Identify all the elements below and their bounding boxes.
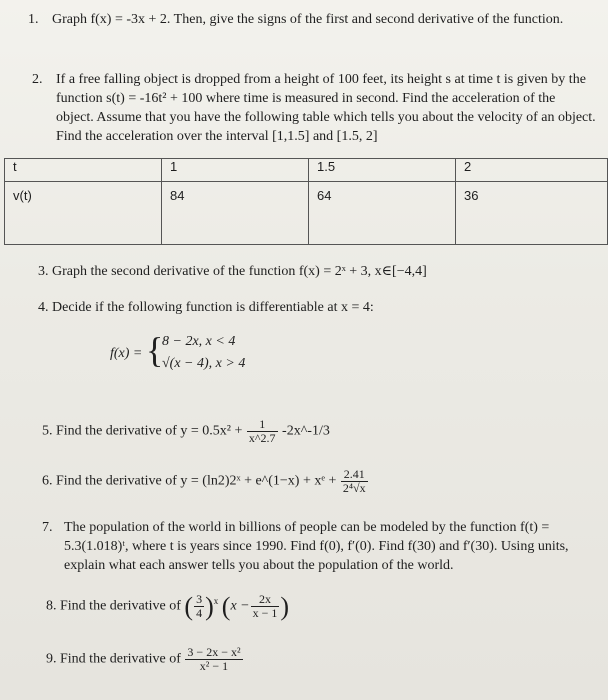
question-text: Decide if the following function is differentiable at x = 4: [52,300,374,315]
table-cell: 1.5 [309,159,456,182]
fraction-numerator: 1 [247,418,278,432]
fraction-numerator: 3 [196,591,203,606]
question-7 [42,518,602,573]
table-header-t: t [5,159,162,182]
question-text: If a free falling object is dropped from a height of 100 feet, its height s at time t is given by the function s(t) = -16t² + 100 where time is measured in second. Find the acceleration of the object. Assume that you have the following table which tells you about the velocity of an object. Find the acceleration over the interval [1,1.5] and [1.5, 2] [56,72,596,144]
table-cell: 1 [162,159,309,182]
right-paren: ) [280,591,290,621]
question-number: 2. [32,72,43,87]
question-text: Find the derivative of y = 0.5x² + [56,423,243,439]
question-number: 4. [38,300,49,315]
table-cell: 64 [309,182,456,245]
left-paren: ( [184,591,194,621]
table-cell: 84 [162,182,309,245]
question-text: Find the derivative of [60,598,181,614]
fraction [194,593,204,620]
fraction-denominator: x² − 1 [199,659,229,673]
question-5 [42,418,582,445]
fraction [247,418,278,445]
fraction [341,468,368,495]
question-6 [42,468,582,495]
brace-symbol: { [146,330,164,370]
question-text: Find the derivative of y = (ln2)2ˣ + e^(1−x) + xᵉ + [56,473,337,489]
question-text-tail: -2x^-1/3 [282,423,330,439]
inner-expression: x − [230,598,250,614]
question-number: 6. [42,473,53,489]
left-paren: ( [221,591,231,621]
question-number: 5. [42,423,53,439]
right-paren: ) [205,591,214,621]
question-2 [32,70,596,144]
question-number: 1. [28,12,39,27]
table-cell: 36 [456,182,608,245]
question-3 [38,262,578,281]
question-number: 7. [42,520,53,535]
fraction [185,646,242,673]
table-header-vt: v(t) [5,182,162,245]
question-number: 3. [38,264,49,279]
case-1: 8 − 2x, x < 4 [162,334,236,349]
case-2: √(x − 4), x > 4 [162,356,246,371]
fraction-denominator: x − 1 [252,605,278,620]
fraction-denominator: x^2.7 [248,431,276,445]
velocity-table [4,158,608,245]
question-text: Find the derivative of [60,651,181,667]
piecewise-function [110,330,310,376]
question-4 [38,298,578,317]
fraction [251,593,280,620]
fraction-denominator: 2⁴√x [342,481,366,495]
question-text: Graph the second derivative of the function f(x) = 2ˣ + 3, x∈[−4,4] [52,264,427,279]
table-cell: 2 [456,159,608,182]
question-number: 9. [46,651,57,667]
fraction-numerator: 2x [251,593,280,607]
question-1 [28,10,588,29]
fraction-denominator: 4 [196,605,203,620]
question-8 [46,592,586,620]
question-text: The population of the world in billions of people can be modeled by the function f(t) = 5.3(1.018)ᵗ, where t is years since 1990. Find f(0), f′(0). Find f(30) and f′(30). Using units, explain what each answer tells you about the population of the world. [64,520,569,573]
question-number: 8. [46,598,57,614]
exponent: x [213,596,219,606]
question-9 [46,646,586,673]
function-label: f(x) = [110,346,143,361]
fraction-numerator: 2.41 [341,468,368,482]
fraction-numerator: 3 − 2x − x² [187,645,241,659]
question-text: Graph f(x) = -3x + 2. Then, give the signs of the first and second derivative of the function. [52,12,564,27]
